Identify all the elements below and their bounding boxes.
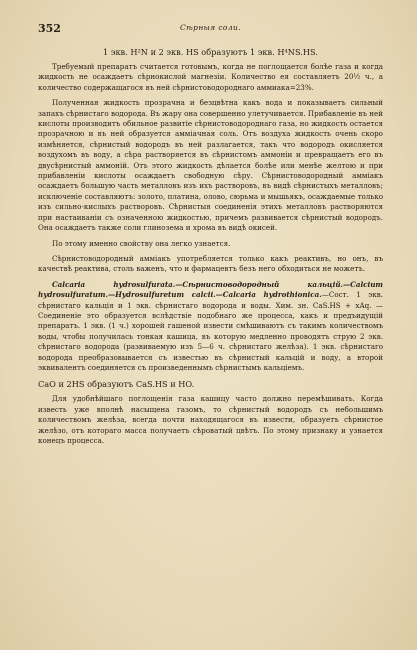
formula-ammonium: 1 экв. H²N и 2 экв. HS образуютъ 1 экв. H⁴NS.HS. — [103, 47, 318, 57]
paragraph-properties: Полученная жидкость прозрачна и безцвѣтна какъ вода и показываетъ сильный запахъ сѣрнистаго водорода. Въ жару она совершенно улетучивается. Прибавленіе въ ней кислоты производитъ обильное развитіе сѣрнистоводороднаго газа, но жидкость остается прозрачною и въ ней образуется аммiачная соль. Отъ воздуха жидкость очень скоро измѣняется, сѣрнистый водородъ въ ней разлагается, такъ что водородъ окисляется воздухомъ въ воду, а сѣра растворяется въ сѣрнистомъ аммоніи и превращаетъ его въ двусѣрнистый аммоній. Отъ этого жидкость дѣлается болѣе или менѣе желтою и при прибавленіи кислоты осаждаетъ свободную сѣру. Сѣрнистоводородный аммiакъ осаждаетъ большую часть металловъ изъ ихъ растворовъ, въ видѣ сѣрнистыхъ металловъ; исключеніе составляютъ: золото, платина, олово, сюрьма и мышьякъ, осаждаемые только изъ сильно-кислыхъ растворовъ. Сѣрнистыя соединенія этихъ металловъ растворяются при настаиваніи съ означенною жидкостью, причемъ развивается сѣрнистый водородъ. Она осаждаетъ также соли глинозема и хрома въ видѣ окисей. — [38, 98, 383, 233]
running-title: Сѣрныя соли. — [179, 23, 242, 32]
page-header — [38, 22, 383, 36]
formula-calcium: CaO и 2HS образуютъ CaS.HS и HO. — [38, 379, 195, 390]
calcium-section — [38, 280, 383, 374]
calcium-body: —Сост. 1 экв. сѣрнистаго кальція и 1 экв. сѣрнистаго водорода и воды. Хим. зн. CaS.HS + xAq. — Соединеніе это образуется вслѣдствіе подобнаго же процесса, какъ и предъидущій препаратъ. 1 экв. (1 ч.) хорошей гашеной извести смѣшиваютъ съ такимъ количествомъ воды, чтобы получилась тонкая кашица, въ которую медленно проводятъ струю 2 экв. сѣрнистаго водорода (развиваемую изъ 5—6 ч. сѣрнистаго желѣза). 1 экв. сѣрнистаго водорода преобразовывается съ известью въ сѣрнистый кальцій и воду, а второй эквивалентъ соединяется съ произведеннымъ сѣрнистымъ кальціемъ. — [38, 290, 383, 372]
paragraph-absorption: Для удобнѣйшаго поглощенія газа кашицу часто должно перемѣшивать. Когда известь уже вполнѣ насыщена газомъ, то сѣрнистый водородъ съ небольшимъ количествомъ желѣза, всегда почти находящагося въ извести, образуетъ сѣрнистое желѣзо, отъ котораго масса получаетъ сѣроватый цвѣтъ. По этому признаку и узнается конецъ процесса. — [38, 394, 383, 445]
paragraph-recognition: По этому именно свойству она легко узнается. — [52, 238, 231, 248]
calcium-heading: Calcaria hydrosulfurata.—Сѣрнистоводородный кальцій.—Calcium hydrosulfuratum.—Hydrosulfuretum calcii.—Calcaria hydrothionica. — [38, 279, 383, 300]
page-number: 352 — [38, 22, 61, 35]
paragraph-usage: Сѣрнистоводородный аммiакъ употребляется только какъ реактивъ, но онъ, въ качествѣ реактива, столь важенъ, что и фармацевтъ безъ него обходиться не можетъ. — [38, 253, 383, 274]
paragraph-preparation-ready: Требуемый препаратъ считается готовымъ, когда не поглощается болѣе газа и когда жидкость не осаждаетъ сѣрнокислой магнезіи. Количество ея составляетъ 20½ ч., а количество содержащагося въ ней сѣрнистоводороднаго аммиака=23%. — [38, 62, 383, 92]
